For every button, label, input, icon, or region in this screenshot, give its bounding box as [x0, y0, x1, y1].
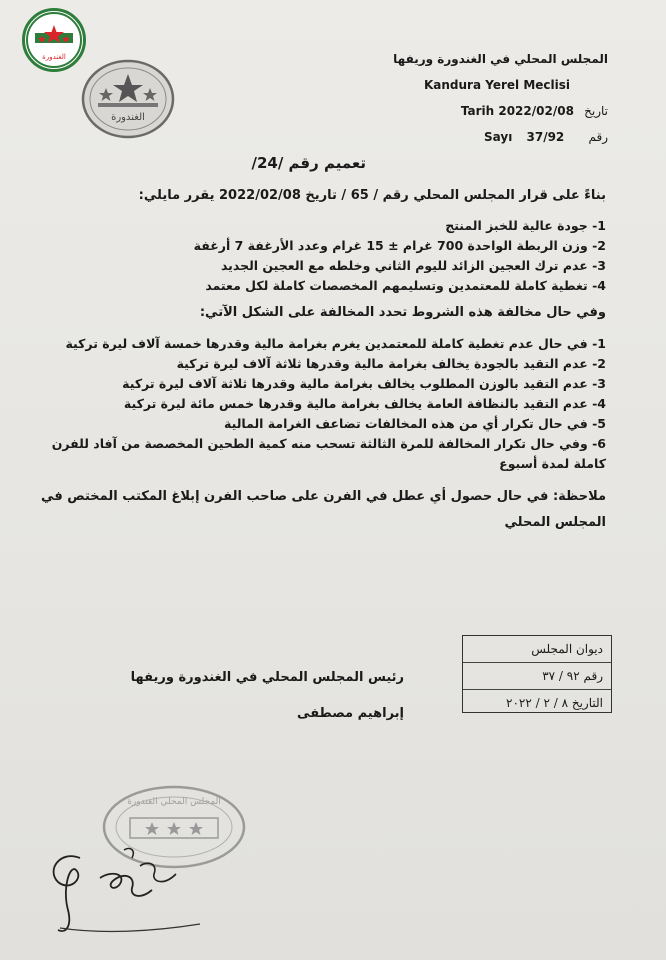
list-item: 1- جودة عالية للخبز المنتج [445, 218, 606, 233]
list-item: 4- تغطية كاملة للمعتمدين وتسليمهم المخصصات كاملة لكل معتمد [205, 278, 606, 293]
note-paragraph: ملاحظة: في حال حصول أي عطل في الفرن على صاحب الفرن إبلاغ المكتب المختص في المجلس المحلي [41, 489, 606, 530]
decision-intro: بناءً على قرار المجلس المحلي رقم / 65 / تاريخ 2022/02/08 يقرر مايلي: [138, 188, 606, 203]
circular-title: تعميم رقم /24/ [251, 154, 366, 172]
signatory-name: إبراهيم مصطفى [297, 706, 404, 721]
council-color-logo [22, 8, 86, 72]
council-name-turkish: Kandura Yerel Meclisi [423, 78, 570, 92]
color-logo-text: الغندورة [42, 53, 66, 61]
gray-logo-text: الغندورة [111, 112, 145, 123]
number-value: 37/92 [526, 130, 565, 144]
list-item: 2- عدم التقيد بالجودة يخالف بغرامة مالية وقدرها ثلاثة آلاف ليرة تركية [176, 356, 606, 371]
registry-stamp-number: رقم ٩٢ / ٣٧ [463, 663, 611, 690]
number-line [484, 130, 608, 144]
handwritten-signature [40, 830, 210, 940]
registry-stamp-title: ديوان المجلس [463, 636, 611, 663]
list-item: 3- عدم ترك العجين الزائد لليوم الثاني وخلطه مع العجين الجديد [220, 258, 606, 273]
signatory-title: رئيس المجلس المحلي في الغندورة وريفها [130, 670, 404, 685]
registry-stamp-date: التاريخ ٨ / ٢ / ٢٠٢٢ [506, 696, 603, 710]
date-label-tr: Tarih [460, 104, 495, 118]
number-label-tr: Sayı [484, 130, 513, 144]
list-item: 4- عدم التقيد بالنظافة العامة يخالف بغرامة مالية وقدرها خمس مائة ليرة تركية [123, 396, 606, 411]
penalties-list [16, 334, 606, 474]
requirements-list [106, 216, 606, 296]
list-item: 3- عدم التقيد بالوزن المطلوب يخالف بغرامة مالية وقدرها ثلاثة آلاف ليرة تركية [122, 376, 606, 391]
date-label-ar: تاريخ [584, 104, 608, 118]
date-line [461, 104, 608, 118]
violation-heading: وفي حال مخالفة هذه الشروط تحدد المخالفة على الشكل الآتي: [199, 305, 606, 320]
list-item: 6- وفي حال تكرار المخالفة للمرة الثالثة تسحب منه كمية الطحين المخصصة من آفاد للفرن كاملة لمدة أسبوع [51, 436, 606, 471]
list-item: 1- في حال عدم تغطية كاملة للمعتمدين يغرم بغرامة مالية وقدرها خمسة آلاف ليرة تركية [65, 336, 606, 351]
date-value: 2022/02/08 [498, 104, 574, 118]
registry-stamp [462, 635, 612, 713]
council-name-arabic: المجلس المحلي في الغندورة وريفها [393, 52, 608, 66]
number-label-ar: رقم [588, 130, 608, 144]
list-item: 2- وزن الربطة الواحدة 700 غرام ± 15 غرام وعدد الأرغفة 7 أرغفة [193, 238, 606, 253]
council-gray-logo [80, 58, 176, 140]
round-stamp-text: المجلس المحلي الغندورة [127, 797, 221, 807]
list-item: 5- في حال تكرار أي من هذه المخالفات تضاعف الغرامة المالية [224, 416, 606, 431]
